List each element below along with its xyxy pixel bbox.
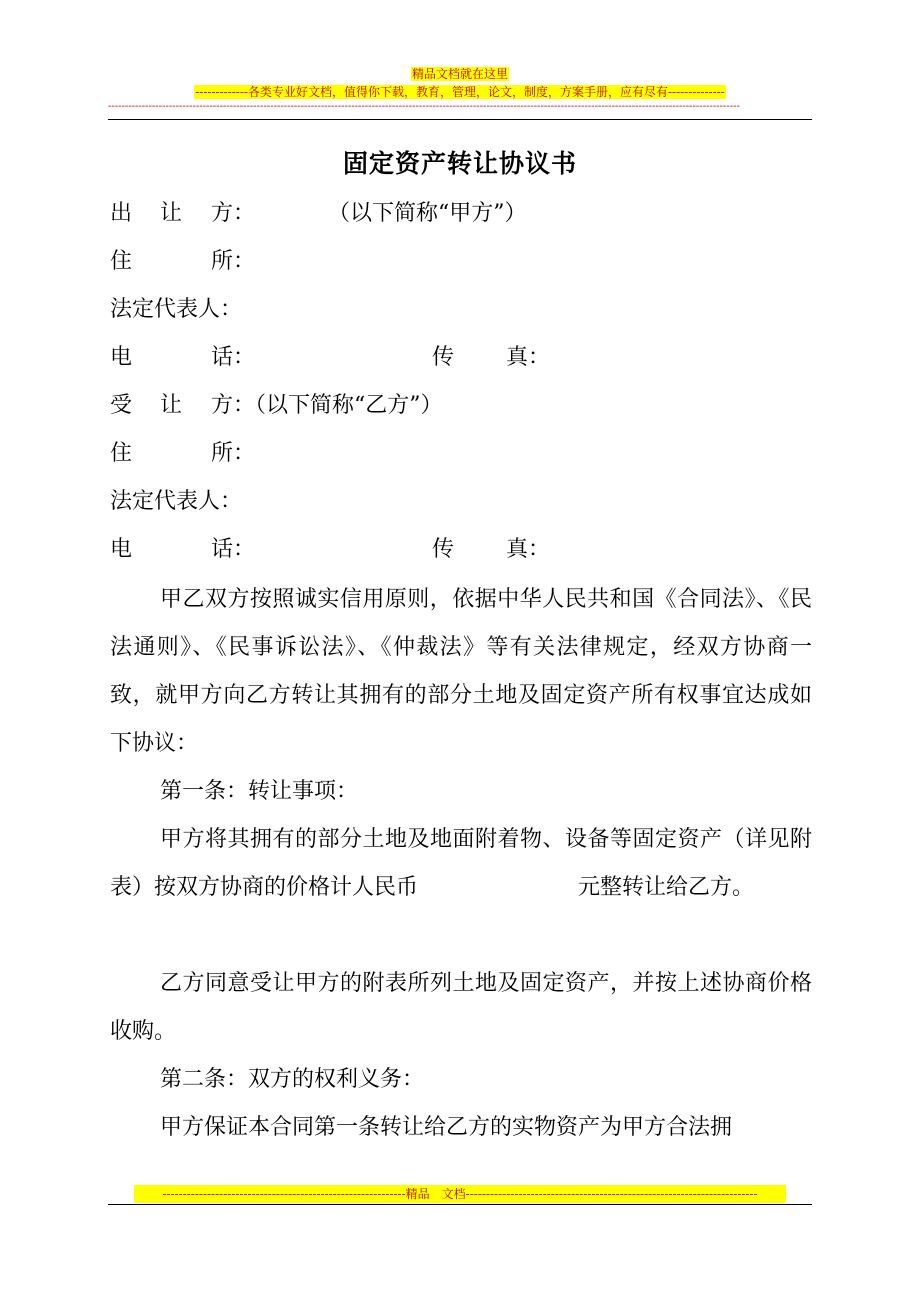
transferee-label-char-1: 受: [110, 393, 133, 418]
article-1-paragraph-1: [110, 816, 812, 912]
article-2-paragraph-1: 甲方保证本合同第一条转让给乙方的实物资产为甲方合法拥: [160, 1115, 733, 1140]
address-b-label-char-1: 住: [110, 441, 133, 466]
rep-a-label: 法定代表人：: [110, 297, 243, 322]
article-1-p1-before-blank: 甲方将其拥有的部分土地及地面附着物、设备等固定资产（详见附表）按双方协商的价格计人民币: [110, 827, 812, 900]
phone-b-label-char-1: 电: [110, 537, 133, 562]
document-title: 固定资产转让协议书: [342, 149, 577, 178]
fax-a-label-char-2: 真：: [506, 345, 551, 370]
article-1-paragraph-2: 乙方同意受让甲方的附表所列土地及固定资产，并按上述协商价格收购。: [110, 971, 812, 1044]
address-a-label-char-1: 住: [110, 249, 133, 274]
article-1-p1-after-blank: 元整转让给乙方。: [578, 875, 755, 900]
transferor-label-char-1: 出: [110, 201, 133, 226]
rep-b-label: 法定代表人：: [110, 489, 243, 514]
footer-banner: ------------------------------------------------------------精品 文档------------------------------------------------------------------------: [134, 1185, 786, 1203]
address-a-label-char-2: 所：: [211, 249, 256, 274]
fax-a-label-char-1: 传: [432, 345, 455, 370]
transferor-label-char-3: 方：: [211, 201, 256, 226]
preamble-paragraph: 甲乙双方按照诚实信用原则，依据中华人民共和国《合同法》、《民法通则》、《民事诉讼法》、《仲裁法》等有关法律规定，经双方协商一致，就甲方向乙方转让其拥有的部分土地及固定资产所有权事宜达成如下协议：: [110, 587, 812, 756]
fax-b-label-char-2: 真：: [506, 537, 551, 562]
article-2-title: 第二条：双方的权利义务：: [160, 1067, 425, 1092]
phone-a-label-char-2: 话：: [211, 345, 256, 370]
header-dash-line: -------------------------------------------------------------------------------------------------------------------------------------------------------------------------------------------: [108, 103, 740, 111]
transferee-label-char-2: 让: [160, 393, 183, 418]
header-sub-banner: -------------各类专业好文档，值得你下载，教育，管理，论文，制度，方案手册，应有尽有--------------: [195, 85, 725, 99]
header-top-banner: 精品文档就在这里: [411, 67, 508, 81]
article-1-title: 第一条：转让事项：: [160, 779, 359, 804]
fax-b-label-char-1: 传: [432, 537, 455, 562]
phone-b-label-char-2: 话：: [211, 537, 256, 562]
transferor-label-char-2: 让: [160, 201, 183, 226]
footer-rule: [108, 1204, 812, 1205]
address-b-label-char-2: 所：: [211, 441, 256, 466]
phone-a-label-char-1: 电: [110, 345, 133, 370]
transferee-label-and-note: 方：（以下简称“乙方”）: [211, 393, 443, 418]
transferor-abbrev-note: （以下简称“甲方”）: [328, 201, 527, 226]
header-rule: [108, 119, 812, 120]
